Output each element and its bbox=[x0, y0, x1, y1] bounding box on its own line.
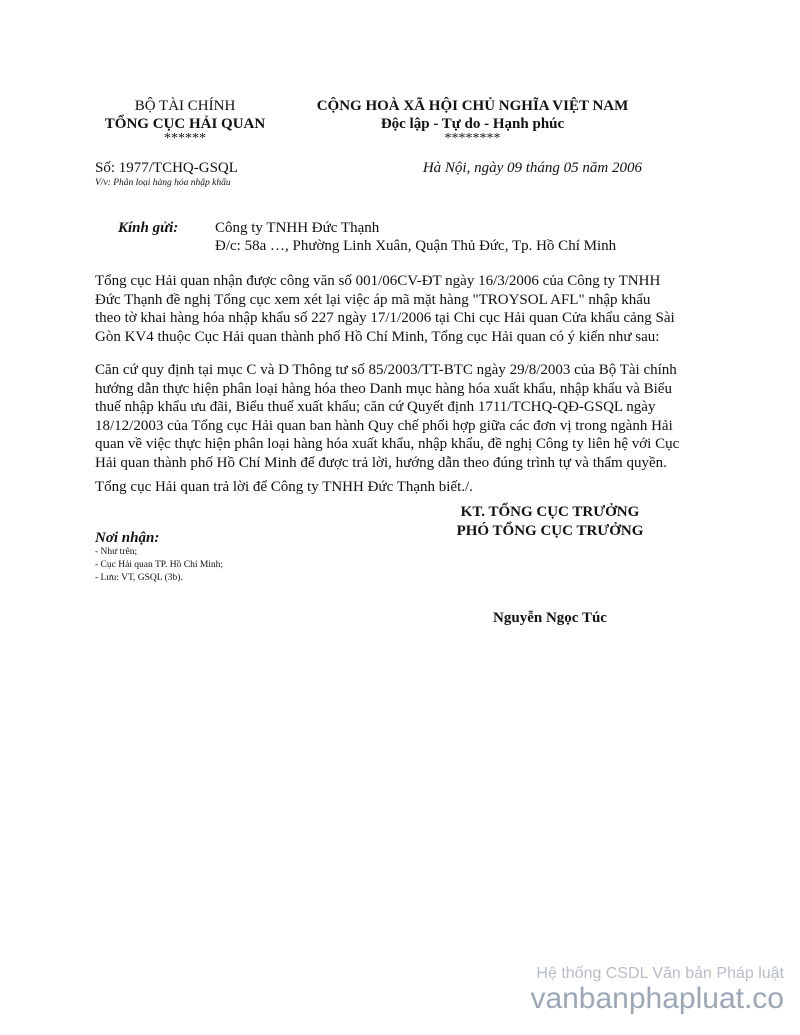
paragraph-line: Hải quan thành phố Hồ Chí Minh để được trả lời, hướng dẫn theo đúng trình tự và thẩm quyền. bbox=[95, 454, 667, 471]
recipients-title: Nơi nhận: bbox=[95, 530, 160, 546]
body-paragraph-1 bbox=[95, 272, 675, 346]
paragraph-line: quan về việc thực hiện phân loại hàng hóa xuất khẩu, nhập khẩu, đề nghị Công ty liên hệ với Cục bbox=[95, 436, 680, 452]
nation-header bbox=[300, 97, 645, 145]
watermark-caption: Hệ thống CSDL Văn bản Pháp luật bbox=[536, 965, 784, 982]
signature-title-2: PHÓ TỔNG CỤC TRƯỞNG bbox=[456, 523, 644, 539]
recipient-label: Kính gửi: bbox=[118, 220, 179, 236]
document-date: Hà Nội, ngày 09 tháng 05 năm 2006 bbox=[422, 160, 642, 176]
body-paragraph-2 bbox=[95, 361, 680, 472]
nation-motto: Độc lập - Tự do - Hạnh phúc bbox=[380, 116, 565, 132]
paragraph-line: hướng dẫn thực hiện phân loại hàng hóa theo Danh mục hàng hóa xuất khẩu, nhập khẩu và Biểu bbox=[95, 380, 672, 397]
paragraph-line: Gòn KV4 thuộc Cục Hải quan thành phố Hồ Chí Minh, Tổng cục Hải quan có ý kiến như sau: bbox=[95, 328, 660, 345]
recipients-item: - Như trên; bbox=[95, 547, 138, 557]
recipient-name: Công ty TNHH Đức Thạnh bbox=[215, 220, 380, 236]
nation-separator: ******** bbox=[444, 131, 501, 146]
watermark-site[interactable]: vanbanphapluat.co bbox=[530, 982, 784, 1015]
document-subject: V/v: Phân loại hàng hóa nhập khẩu bbox=[95, 178, 231, 188]
body-paragraph-3 bbox=[95, 478, 655, 497]
issuer-header bbox=[95, 97, 275, 145]
recipients-item: - Lưu: VT, GSQL (3b). bbox=[95, 573, 183, 583]
document-number: Số: 1977/TCHQ-GSQL bbox=[95, 160, 238, 176]
signer-name: Nguyễn Ngọc Túc bbox=[493, 610, 607, 626]
agency-name: TỔNG CỤC HẢI QUAN bbox=[104, 116, 266, 132]
issuer-separator: ****** bbox=[164, 131, 206, 146]
ministry-name: BỘ TÀI CHÍNH bbox=[134, 98, 236, 114]
recipients-list bbox=[95, 546, 223, 585]
recipients-item: - Cục Hải quan TP. Hồ Chí Minh; bbox=[95, 560, 224, 570]
paragraph-line: thuế nhập khẩu ưu đãi, Biểu thuế xuất khẩu; căn cứ Quyết định 1711/TCHQ-QĐ-GSQL ngày bbox=[95, 399, 656, 415]
paragraph-line: 18/12/2003 của Tổng cục Hải quan ban hành Quy chế phối hợp giữa các đơn vị trong ngành Hải bbox=[95, 417, 673, 434]
paragraph-line: Căn cứ quy định tại mục C và D Thông tư số 85/2003/TT-BTC ngày 29/8/2003 của Bộ Tài chính bbox=[95, 362, 677, 378]
signature-block bbox=[430, 503, 670, 541]
paragraph-line: Đức Thạnh đề nghị Tổng cục xem xét lại việc áp mã mặt hàng "TROYSOL AFL" nhập khẩu bbox=[95, 291, 651, 308]
paragraph-line: theo tờ khai hàng hóa nhập khẩu số 227 ngày 17/1/2006 tại Chi cục Hải quan Cửa khẩu cảng Sài bbox=[95, 310, 675, 326]
nation-name: CỘNG HOÀ XÃ HỘI CHỦ NGHĨA VIỆT NAM bbox=[316, 98, 629, 114]
recipient-address: Đ/c: 58a …, Phường Linh Xuân, Quận Thủ Đức, Tp. Hồ Chí Minh bbox=[215, 238, 617, 254]
paragraph-line: Tổng cục Hải quan trả lời để Công ty TNHH Đức Thạnh biết./. bbox=[95, 479, 473, 495]
paragraph-line: Tổng cục Hải quan nhận được công văn số 001/06CV-ĐT ngày 16/3/2006 của Công ty TNHH bbox=[95, 273, 661, 289]
signature-title-1: KT. TỔNG CỤC TRƯỞNG bbox=[460, 504, 640, 520]
